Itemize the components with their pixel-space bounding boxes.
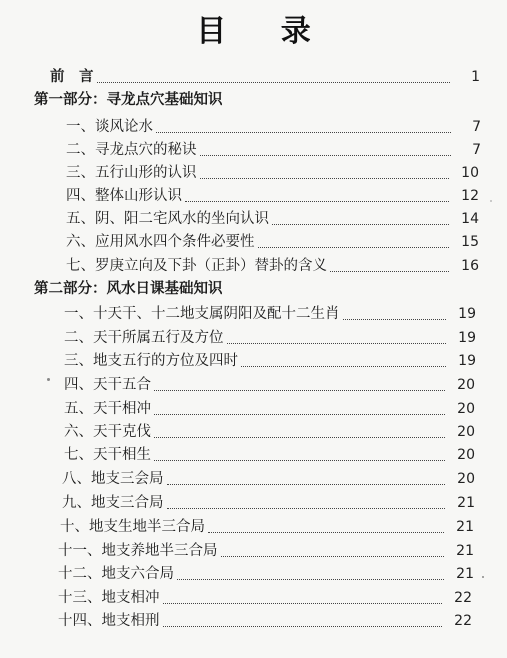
toc-entry[interactable] bbox=[64, 327, 476, 349]
toc-entry-label: 前 言 bbox=[50, 68, 94, 85]
toc-entry-label: 五、阴、阳二宅风水的坐向认识 bbox=[66, 211, 269, 227]
toc-entry-label: 十、地支生地半三合局 bbox=[60, 519, 205, 535]
toc-entry[interactable] bbox=[66, 255, 479, 277]
toc-entry-label: 三、地支五行的方位及四时 bbox=[64, 353, 238, 369]
leader-dots bbox=[208, 532, 444, 533]
toc-entry-label: 九、地支三合局 bbox=[62, 495, 164, 511]
leader-dots bbox=[200, 155, 452, 156]
leader-dots bbox=[163, 626, 443, 627]
toc-entry-page: 12 bbox=[461, 188, 479, 204]
toc-entry-label: 七、罗庚立向及下卦（正卦）替卦的含义 bbox=[66, 258, 327, 274]
toc-entry-label: 六、天干克伐 bbox=[64, 424, 151, 440]
toc-entry-label: 二、寻龙点穴的秘诀 bbox=[66, 142, 197, 158]
toc-entry[interactable] bbox=[58, 587, 472, 609]
toc-entry[interactable] bbox=[66, 139, 481, 161]
toc-entry-label: 七、天干相生 bbox=[64, 447, 151, 463]
toc-entry-page: 19 bbox=[458, 330, 476, 346]
toc-entry[interactable] bbox=[62, 468, 475, 490]
toc-entry-label: 四、天干五合 bbox=[64, 377, 151, 393]
leader-dots bbox=[97, 82, 451, 83]
leader-dots bbox=[154, 460, 445, 461]
toc-entry[interactable] bbox=[62, 492, 475, 514]
section-heading-part1: 第一部分：寻龙点穴基础知识 bbox=[34, 91, 223, 108]
scan-speck bbox=[490, 200, 492, 202]
leader-dots bbox=[154, 437, 445, 438]
toc-entry-label: 八、地支三会局 bbox=[62, 471, 164, 487]
toc-entry-page: 20 bbox=[457, 471, 475, 487]
page-title: 目 录 bbox=[196, 14, 333, 49]
leader-dots bbox=[221, 556, 445, 557]
toc-entry[interactable] bbox=[58, 540, 474, 562]
leader-dots bbox=[154, 390, 445, 391]
toc-entry[interactable] bbox=[66, 185, 479, 207]
toc-entry[interactable] bbox=[66, 162, 479, 184]
toc-entry-page: 21 bbox=[457, 495, 475, 511]
toc-entry-label: 一、十天干、十二地支属阴阳及配十二生肖 bbox=[64, 306, 340, 322]
toc-entry-page: 20 bbox=[457, 377, 475, 393]
toc-entry-page: 1 bbox=[471, 69, 480, 85]
toc-entry-label: 十一、地支养地半三合局 bbox=[58, 543, 218, 559]
leader-dots bbox=[185, 201, 449, 202]
toc-entry-page: 20 bbox=[457, 401, 475, 417]
toc-entry-page: 16 bbox=[461, 258, 479, 274]
scan-speck bbox=[482, 576, 484, 578]
toc-entry-page: 20 bbox=[457, 447, 475, 463]
toc-entry-label: 五、天干相冲 bbox=[64, 401, 151, 417]
scan-speck bbox=[47, 378, 50, 381]
toc-entry[interactable] bbox=[64, 350, 476, 372]
toc-entry-page: 14 bbox=[461, 211, 479, 227]
leader-dots bbox=[167, 484, 446, 485]
toc-entry-page: 7 bbox=[472, 142, 481, 158]
toc-entry[interactable] bbox=[64, 421, 475, 443]
leader-dots bbox=[163, 603, 443, 604]
leader-dots bbox=[330, 271, 449, 272]
toc-entry[interactable] bbox=[66, 231, 479, 253]
toc-entry[interactable] bbox=[64, 303, 476, 325]
toc-entry-page: 21 bbox=[456, 543, 474, 559]
toc-entry-page: 19 bbox=[458, 353, 476, 369]
toc-entry-label: 一、谈风论水 bbox=[66, 119, 153, 135]
toc-entry[interactable] bbox=[66, 116, 481, 138]
toc-entry-page: 19 bbox=[458, 306, 476, 322]
toc-entry-page: 7 bbox=[472, 119, 481, 135]
toc-entry-page: 15 bbox=[461, 234, 479, 250]
toc-entry-page: 10 bbox=[461, 165, 479, 181]
toc-entry[interactable] bbox=[64, 398, 475, 420]
toc-entry[interactable] bbox=[60, 516, 474, 538]
toc-entry-label: 十三、地支相冲 bbox=[58, 590, 160, 606]
toc-entry-label: 十四、地支相刑 bbox=[58, 613, 160, 629]
toc-entry-page: 22 bbox=[454, 590, 472, 606]
toc-entry-label: 十二、地支六合局 bbox=[58, 566, 174, 582]
toc-entry-page: 21 bbox=[456, 566, 474, 582]
toc-entry-label: 四、整体山形认识 bbox=[66, 188, 182, 204]
leader-dots bbox=[343, 319, 447, 320]
toc-entry-page: 20 bbox=[457, 424, 475, 440]
toc-entry-page: 21 bbox=[456, 519, 474, 535]
toc-entry[interactable] bbox=[64, 374, 475, 396]
leader-dots bbox=[177, 579, 444, 580]
toc-entry-page: 22 bbox=[454, 613, 472, 629]
toc-entry[interactable] bbox=[66, 208, 479, 230]
section-heading-part2: 第二部分：风水日课基础知识 bbox=[34, 280, 223, 297]
toc-entry[interactable] bbox=[58, 563, 474, 585]
leader-dots bbox=[241, 366, 446, 367]
toc-entry-label: 三、五行山形的认识 bbox=[66, 165, 197, 181]
toc-entry-label: 二、天干所属五行及方位 bbox=[64, 330, 224, 346]
leader-dots bbox=[156, 132, 451, 133]
toc-entry-label: 六、应用风水四个条件必要性 bbox=[66, 234, 255, 250]
leader-dots bbox=[200, 178, 450, 179]
leader-dots bbox=[272, 224, 449, 225]
leader-dots bbox=[154, 414, 445, 415]
leader-dots bbox=[258, 247, 450, 248]
toc-entry[interactable] bbox=[58, 610, 472, 632]
toc-entry-preface[interactable] bbox=[50, 66, 480, 88]
toc-entry[interactable] bbox=[64, 444, 475, 466]
leader-dots bbox=[167, 508, 446, 509]
leader-dots bbox=[227, 343, 447, 344]
